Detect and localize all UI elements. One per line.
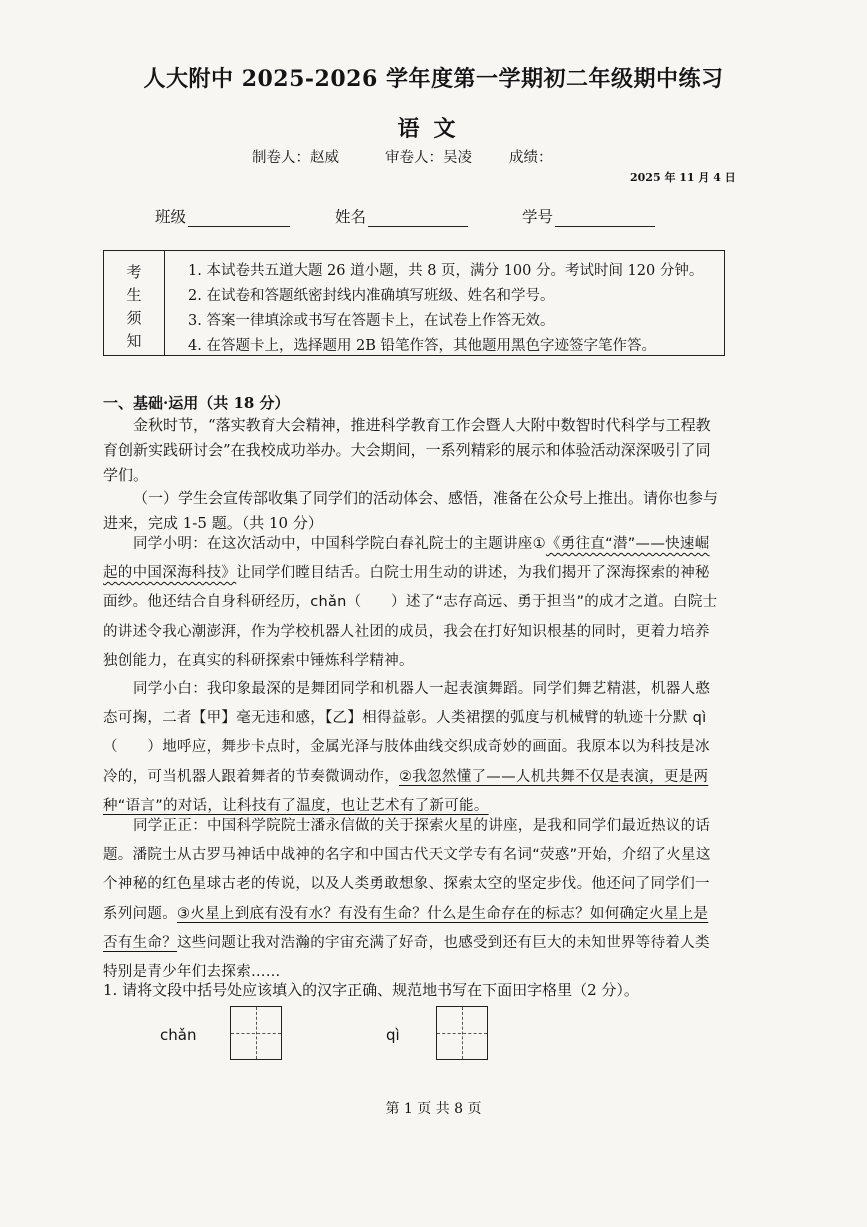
passage-text: 这些问题让我对浩瀚的宇宙充满了好奇，也感受到还有巨大的未知世界等待着人类特别是青少年们去探索…… bbox=[103, 934, 710, 981]
answer-grid-chan[interactable] bbox=[230, 1006, 282, 1060]
underlined-sentence-2: ②我忽然懂了——人机共舞不仅是表演，更是两种“语言”的对话，让科技有了温度，也让艺术有了新可能。 bbox=[103, 768, 709, 814]
subject-title: 语文 bbox=[397, 116, 470, 142]
score-label: 成绩： bbox=[509, 150, 553, 166]
underlined-sentence-3: ③火星上到底有没有水？有没有生命？什么是生命存在的标志？如何确定火星上是否有生命？ bbox=[103, 905, 709, 951]
notice-head bbox=[104, 251, 165, 355]
number-field[interactable] bbox=[522, 205, 655, 227]
answer-grid-qi[interactable] bbox=[436, 1006, 488, 1060]
section-sub-instruction: （一）学生会宣传部收集了同学们的活动体会、感悟，准备在公众号上推出。请你也参与进来，完成 1-5 题。（共 10 分） bbox=[103, 489, 719, 532]
name-label: 姓名 bbox=[335, 208, 367, 226]
notice-item: 2. 在试卷和答题纸密封线内准确填写班级、姓名和学号。 bbox=[188, 288, 555, 304]
notice-head-char: 知 bbox=[126, 332, 142, 350]
section-heading: 一、基础·运用（共 18 分） bbox=[103, 394, 290, 412]
notice-head-char: 考 bbox=[126, 263, 142, 281]
passage-text: 同学小白：我印象最深的是舞团同学和机器人一起表演舞蹈。同学们舞艺精湛，机器人憨态可掬，二者【甲】毫无违和感，【乙】相得益彰。人类裙摆的弧度与机械臂的轨迹十分默 qì（ ）地呼应，舞步卡点时，金属光泽与肢体曲线交织成奇妙的画面。我原本以为科技是冰冷的，可当机器人跟着舞者的节奏微调动作， bbox=[103, 681, 711, 785]
exam-title: 人大附中 2025-2026 学年度第一学期初二年级期中练习 bbox=[143, 66, 724, 92]
class-label: 班级 bbox=[155, 208, 187, 226]
name-blank[interactable] bbox=[368, 210, 468, 227]
notice-head-char: 生 bbox=[126, 286, 142, 304]
notice-head-char: 须 bbox=[126, 309, 142, 327]
lecture-title: 《勇往直“潜”——快速崛起的中国深海科技》 bbox=[103, 536, 710, 582]
passage-text: 让同学们瞠目结舌。白院士用生动的讲述，为我们揭开了深海探索的神秘面纱。他还结合自身科研经历，chǎn（ ）述了“志存高远、勇于担当”的成才之道。白院士的讲述令我心潮澎湃，作为学校机器人社团的成员，我会在打好知识根基的同时，更着力培养独创能力，在真实的科研探索中锤炼科学精神。 bbox=[103, 565, 718, 669]
notice-box bbox=[103, 250, 725, 356]
page-footer: 第 1 页 共 8 页 bbox=[385, 1101, 482, 1117]
passage-paragraph-2 bbox=[103, 675, 723, 821]
passage-paragraph-1 bbox=[103, 530, 723, 676]
question-1: 1. 请将文段中括号处应该填入的汉字正确、规范地书写在下面田字格里（2 分）。 bbox=[103, 981, 639, 999]
reviewer: 审卷人：吴凌 bbox=[385, 150, 472, 166]
number-label: 学号 bbox=[522, 208, 554, 226]
notice-item: 4. 在答题卡上，选择题用 2B 铅笔作答，其他题用黑色字迹签字笔作答。 bbox=[188, 338, 657, 354]
class-blank[interactable] bbox=[188, 210, 290, 227]
passage-text: 同学小明：在这次活动中，中国科学院白春礼院士的主题讲座① bbox=[133, 536, 546, 552]
class-field[interactable] bbox=[155, 205, 290, 227]
section-intro: 金秋时节，“落实教育大会精神，推进科学教育工作会暨人大附中数智时代科学与工程教育创新实践研讨会”在我校成功举办。大会期间，一系列精彩的展示和体验活动深深吸引了同学们。 bbox=[103, 416, 711, 484]
name-field[interactable] bbox=[335, 205, 468, 227]
pinyin-chan: chǎn bbox=[160, 1026, 197, 1044]
notice-item: 3. 答案一律填涂或书写在答题卡上，在试卷上作答无效。 bbox=[188, 313, 555, 329]
pinyin-qi: qì bbox=[386, 1026, 400, 1044]
passage-paragraph-3 bbox=[103, 812, 723, 987]
passage-text: 同学正正：中国科学院院士潘永信做的关于探索火星的讲座，是我和同学们最近热议的话题。潘院士从古罗马神话中战神的名字和中国古代天文学专有名词“荧惑”开始，介绍了火星这个神秘的红色星球古老的传说，以及人类勇敢想象、探索太空的坚定步伐。他还问了同学们一系列问题。 bbox=[103, 818, 711, 922]
number-blank[interactable] bbox=[555, 210, 655, 227]
maker: 制卷人：赵威 bbox=[252, 150, 339, 166]
exam-date: 2025 年 11 月 4 日 bbox=[630, 171, 736, 184]
notice-item: 1. 本试卷共五道大题 26 道小题，共 8 页，满分 100 分。考试时间 120 分钟。 bbox=[188, 263, 704, 279]
